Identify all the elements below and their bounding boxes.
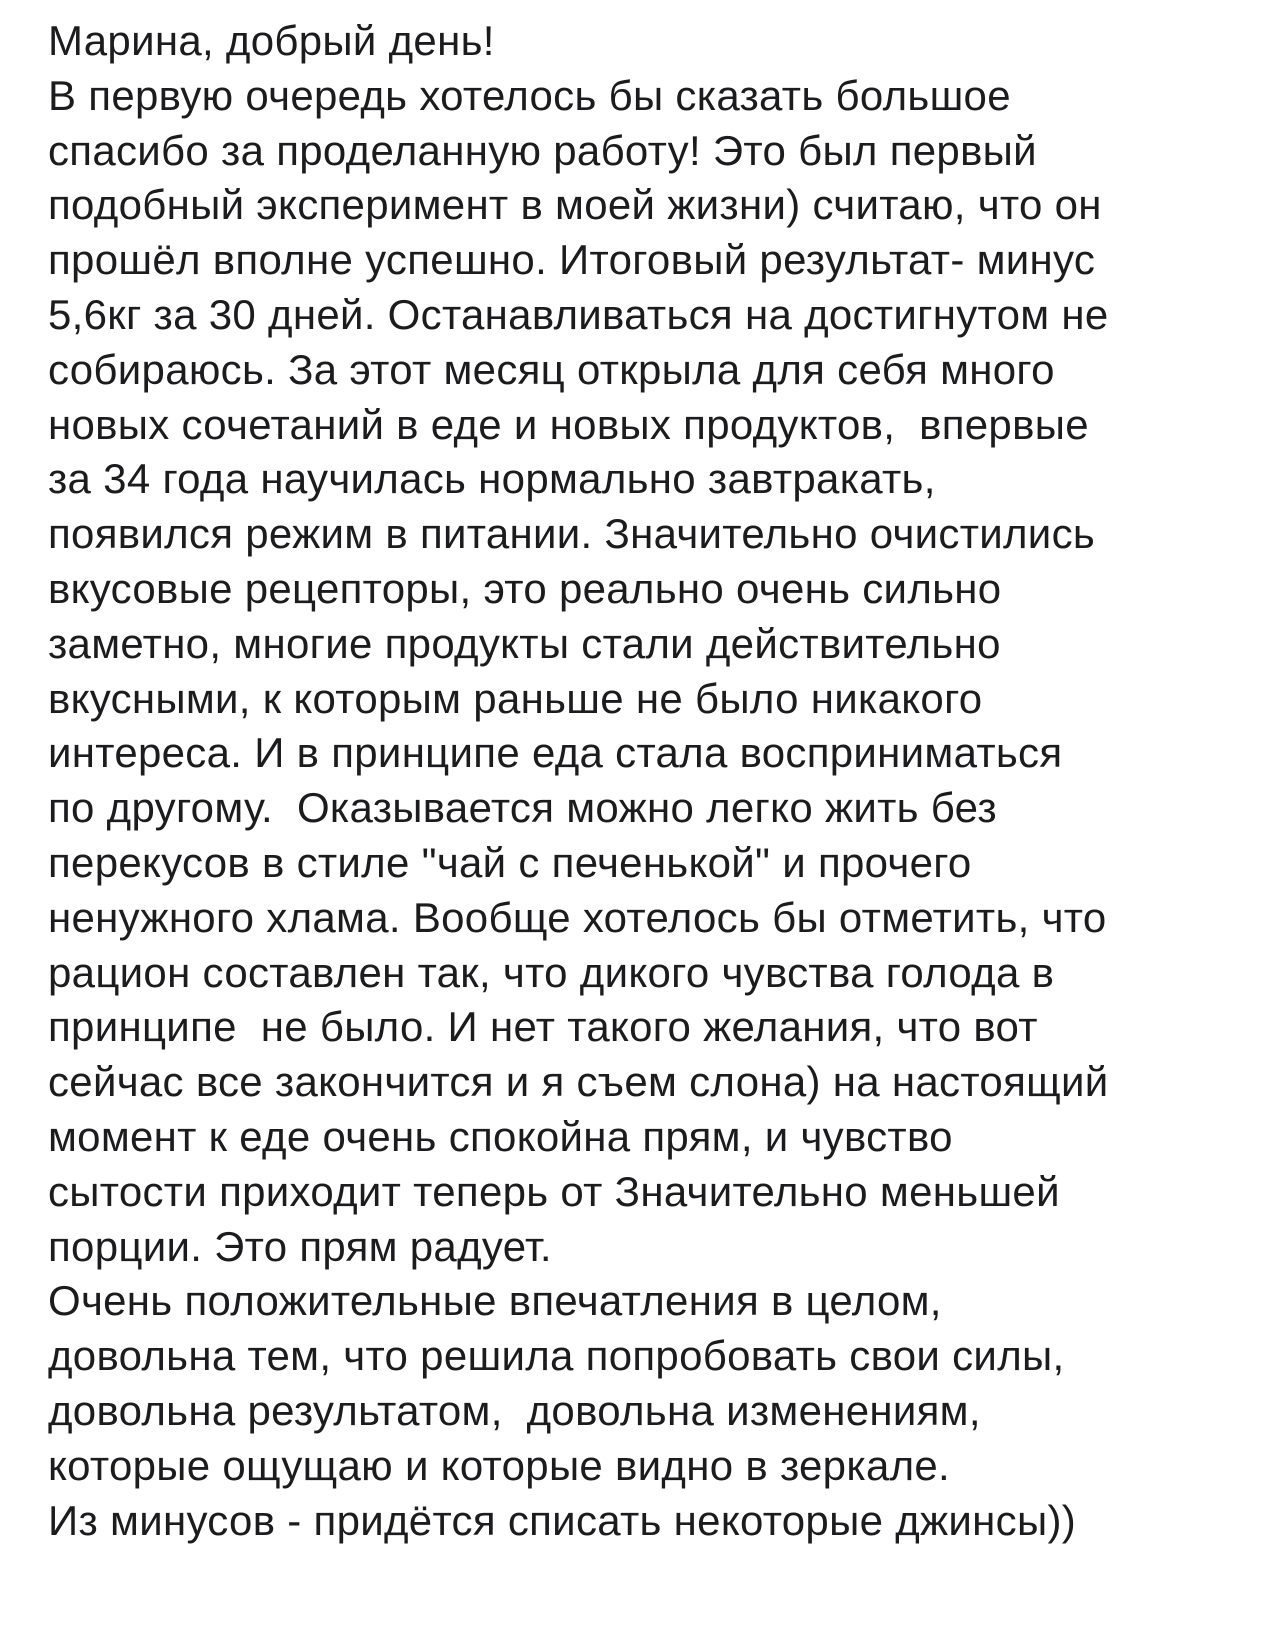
- message-line: сейчас все закончится и я съем слона) на настоящий: [48, 1058, 1109, 1106]
- message-line: 5,6кг за 30 дней. Останавливаться на достигнутом не: [48, 290, 1109, 338]
- message-line: подобный эксперимент в моей жизни) считаю, что он: [48, 181, 1102, 229]
- message-line: момент к еде очень спокойна прям, и чувство: [48, 1112, 953, 1160]
- message-line: новых сочетаний в еде и новых продуктов, впервые: [48, 400, 1089, 448]
- message-line: прошёл вполне успешно. Итоговый результат- минус: [48, 236, 1096, 284]
- message-line: интереса. И в принципе еда стала восприниматься: [48, 729, 1063, 777]
- message-line: по другому. Оказывается можно легко жить без: [48, 784, 997, 832]
- message-line: ненужного хлама. Вообще хотелось бы отметить, что: [48, 893, 1107, 941]
- message-line: собираюсь. За этот месяц открыла для себя много: [48, 345, 1055, 393]
- message-line: заметно, многие продукты стали действительно: [48, 619, 1001, 667]
- message-line: Марина, добрый день!: [48, 17, 495, 64]
- message-line: довольна результатом, довольна изменениям,: [48, 1386, 981, 1434]
- message-line: рацион составлен так, что дикого чувства голода в: [48, 948, 1055, 996]
- message-line: довольна тем, что решила попробовать свои силы,: [48, 1332, 1065, 1380]
- message-line: которые ощущаю и которые видно в зеркале.: [48, 1441, 951, 1489]
- message-line: сытости приходит теперь от Значительно меньшей: [48, 1167, 1060, 1215]
- message-line: Из минусов - придётся списать некоторые джинсы)): [48, 1496, 1077, 1544]
- message-line: В первую очередь хотелось бы сказать большое: [48, 71, 1011, 119]
- message-text: [48, 14, 1258, 1548]
- message-line: вкусными, к которым раньше не было никакого: [48, 674, 983, 722]
- message-line: перекусов в стиле "чай с печенькой" и прочего: [48, 838, 972, 886]
- message-line: появился режим в питании. Значительно очистились: [48, 510, 1096, 558]
- message-line: за 34 года научилась нормально завтракать,: [48, 455, 936, 503]
- message-line: Очень положительные впечатления в целом,: [48, 1277, 942, 1325]
- message-line: принципе не было. И нет такого желания, что вот: [48, 1003, 1038, 1051]
- message-line: спасибо за проделанную работу! Это был первый: [48, 126, 1037, 174]
- message-line: вкусовые рецепторы, это реально очень сильно: [48, 564, 1002, 612]
- message-line: порции. Это прям радует.: [48, 1222, 552, 1270]
